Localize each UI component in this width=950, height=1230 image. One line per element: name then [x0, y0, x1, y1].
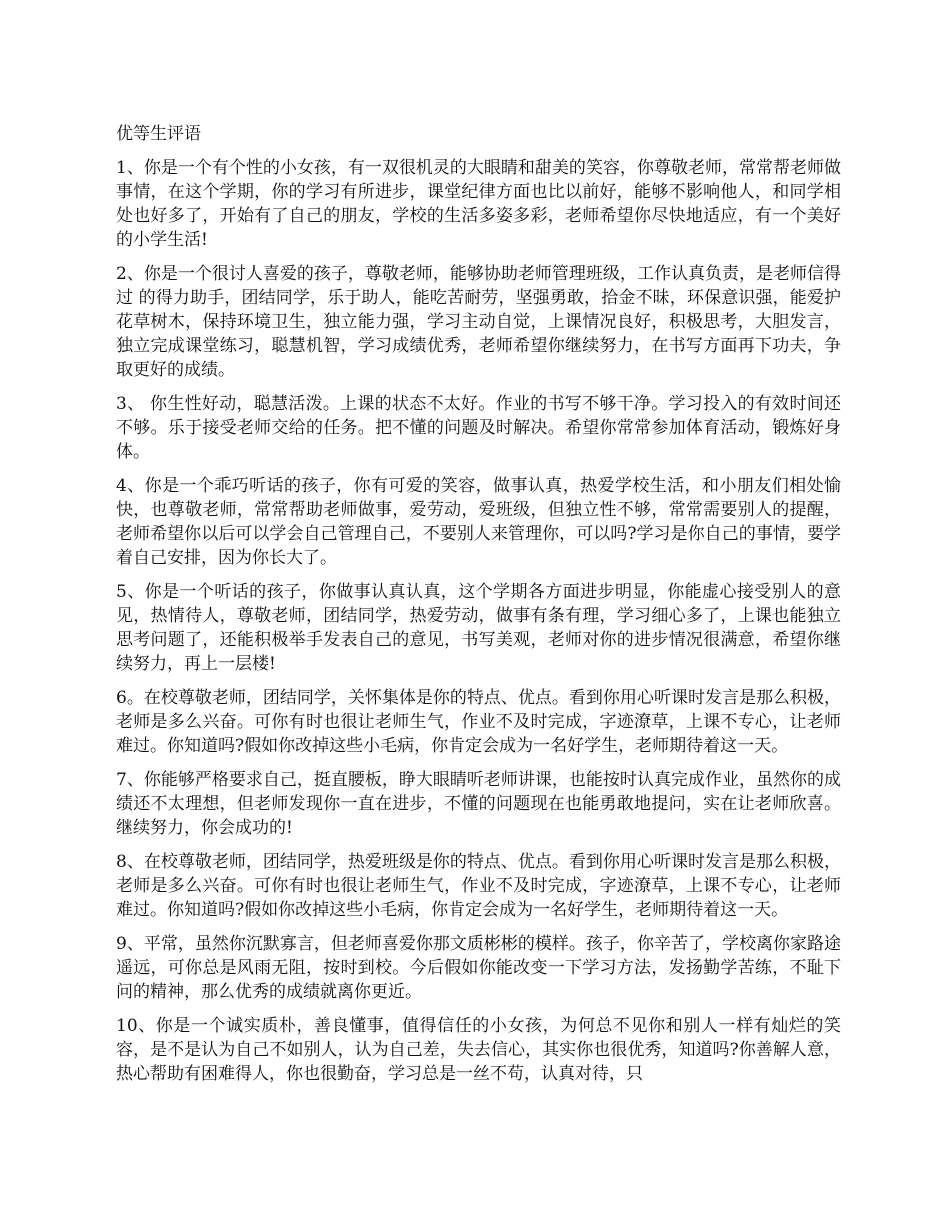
comment-paragraph-9: 9、平常，虽然你沉默寡言，但老师喜爱你那文质彬彬的模样。孩子，你辛苦了，学校离你家路途遥远，可你总是风雨无阻，按时到校。今后假如你能改变一下学习方法，发扬勤学苦练，不耻下问的精神，那么优秀的成绩就离你更近。: [116, 934, 841, 1002]
comment-paragraph-3: 3、 你生性好动，聪慧活泼。上课的状态不太好。作业的书写不够干净。学习投入的有效时间还不够。乐于接受老师交给的任务。把不懂的问题及时解决。希望你常常参加体育活动，锻炼好身体。: [116, 394, 841, 462]
comment-paragraph-10: 10、你是一个诚实质朴，善良懂事，值得信任的小女孩，为何总不见你和别人一样有灿烂的笑容，是不是认为自己不如别人，认为自己差，失去信心，其实你也很优秀，知道吗?你善解人意，热心帮助有困难得人，你也很勤奋，学习总是一丝不苟，认真对待，只: [116, 1016, 841, 1084]
comment-paragraph-5: 5、你是一个听话的孩子，你做事认真认真，这个学期各方面进步明显，你能虚心接受别人的意见，热情待人，尊敬老师，团结同学，热爱劳动，做事有条有理，学习细心多了，上课也能独立思考问题了，还能积极举手发表自己的意见，书写美观，老师对你的进步情况很满意，希望你继续努力，再上一层楼!: [116, 582, 841, 674]
comment-paragraph-2: 2、你是一个很讨人喜爱的孩子，尊敬老师，能够协助老师管理班级，工作认真负责，是老师信得过 的得力助手，团结同学，乐于助人，能吃苦耐劳，坚强勇敢，拾金不昧，环保意识强，能爱护花草树木，保持环境卫生，独立能力强，学习主动自觉，上课情况良好，积极思考，大胆发言，独立完成课堂练习，聪慧机智，学习成绩优秀，老师希望你继续努力，在书写方面再下功夫，争取更好的成绩。: [116, 264, 841, 380]
comment-paragraph-1: 1、你是一个有个性的小女孩，有一双很机灵的大眼睛和甜美的笑容，你尊敬老师，常常帮老师做事情，在这个学期，你的学习有所进步，课堂纪律方面也比以前好，能够不影响他人，和同学相处也好多了，开始有了自己的朋友，学校的生活多姿多彩，老师希望你尽快地适应，有一个美好的小学生活!: [116, 158, 841, 250]
comment-paragraph-8: 8、在校尊敬老师，团结同学，热爱班级是你的特点、优点。看到你用心听课时发言是那么积极，老师是多么兴奋。可你有时也很让老师生气，作业不及时完成，字迹潦草，上课不专心，让老师难过。你知道吗?假如你改掉这些小毛病，你肯定会成为一名好学生，老师期待着这一天。: [116, 852, 841, 920]
comment-paragraph-4: 4、你是一个乖巧听话的孩子，你有可爱的笑容，做事认真，热爱学校生活，和小朋友们相处愉快，也尊敬老师，常常帮助老师做事，爱劳动，爱班级，但独立性不够，常常需要别人的提醒，老师希望你以后可以学会自己管理自己，不要别人来管理你，可以吗?学习是你自己的事情，要学着自己安排，因为你长大了。: [116, 476, 841, 568]
document-page: [116, 122, 841, 1096]
comment-paragraph-6: 6。在校尊敬老师，团结同学，关怀集体是你的特点、优点。看到你用心听课时发言是那么积极，老师是多么兴奋。可你有时也很让老师生气，作业不及时完成，字迹潦草，上课不专心，让老师难过。你知道吗?假如你改掉这些小毛病，你肯定会成为一名好学生，老师期待着这一天。: [116, 688, 841, 756]
document-title: 优等生评语: [116, 124, 201, 144]
comment-paragraph-7: 7、你能够严格要求自己，挺直腰板，睁大眼睛听老师讲课，也能按时认真完成作业，虽然你的成绩还不太理想，但老师发现你一直在进步，不懂的问题现在也能勇敢地提问，实在让老师欣喜。继续努力，你会成功的!: [116, 770, 841, 838]
